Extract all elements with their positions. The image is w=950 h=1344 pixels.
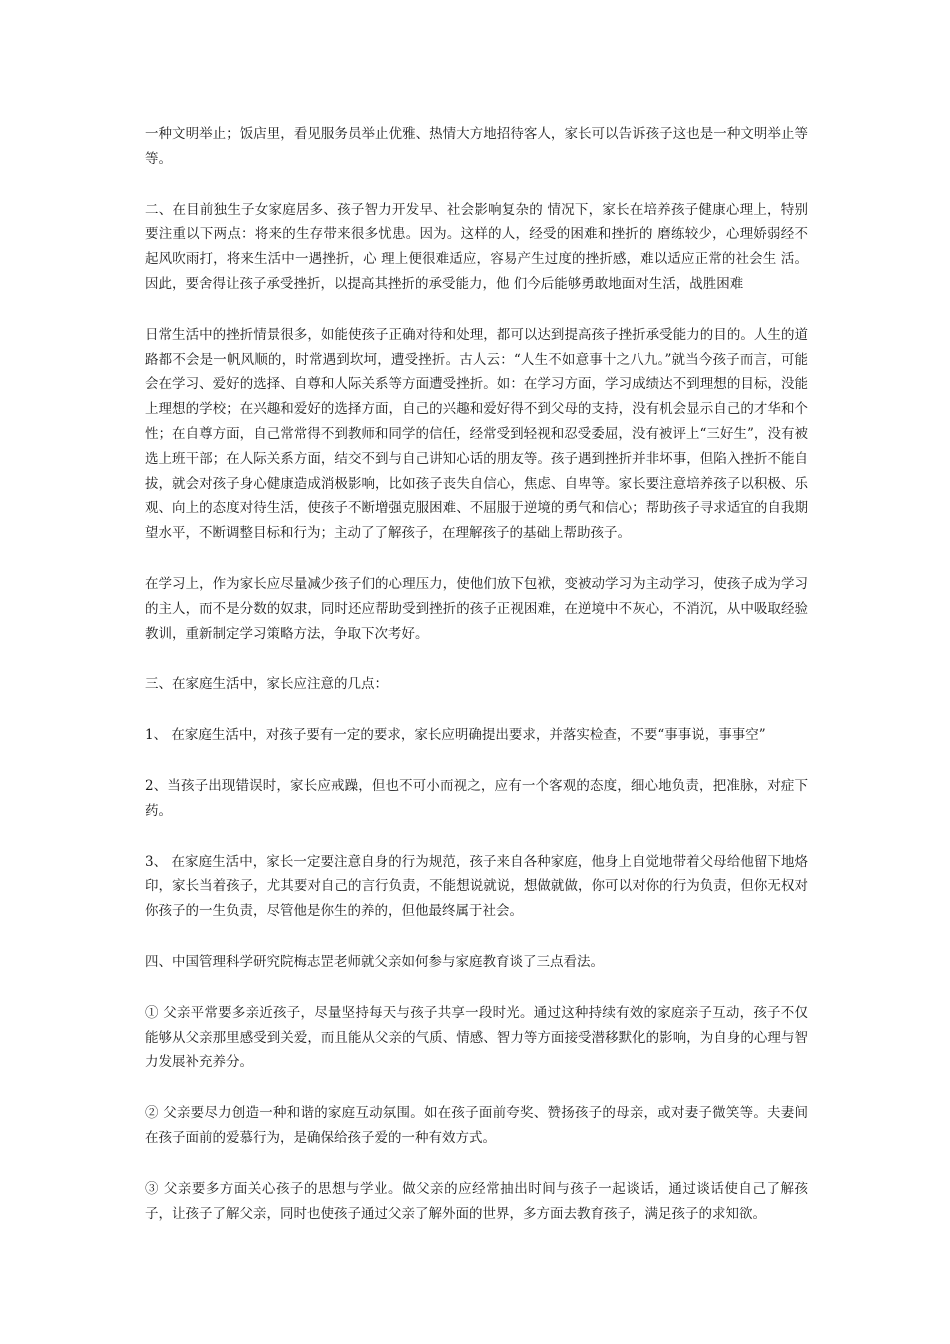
paragraph-section-three-heading: 三、在家庭生活中，家长应注意的几点： xyxy=(145,676,388,693)
paragraph-point-3: 3、 在家庭生活中，家长一定要注意自身的行为规范，孩子来自各种家庭，他身上自觉地带着父母给他留下地烙印，家长当着孩子，尤其要对自己的言行负责，不能想说就说，想做就做，你可以对你的行为负责，但你无权对你孩子的一生负责，尽管他是你生的养的，但他最终属于社会。 xyxy=(145,853,808,920)
paragraph-study-pressure: 在学习上，作为家长应尽量减少孩子们的心理压力，使他们放下包袱，变被动学习为主动学习，使孩子成为学习的主人，而不是分数的奴隶，同时还应帮助受到挫折的孩子正视困难，在逆境中不灰心，不消沉，从中吸取经验教训，重新制定学习策略方法，争取下次考好。 xyxy=(145,575,808,642)
paragraph-point-1: 1、 在家庭生活中，对孩子要有一定的要求，家长应明确提出要求，并落实检查，不要“事事说，事事空” xyxy=(145,727,766,744)
paragraph-father-point-1: ① 父亲平常要多亲近孩子，尽量坚持每天与孩子共享一段时光。通过这种持续有效的家庭亲子互动，孩子不仅能够从父亲那里感受到关爱，而且能从父亲的气质、情感、智力等方面接受潜移默化的影响，为自身的心理与智力发展补充养分。 xyxy=(145,1004,808,1071)
paragraph-section-four-heading: 四、中国管理科学研究院梅志罡老师就父亲如何参与家庭教育谈了三点看法。 xyxy=(145,953,604,970)
document-body xyxy=(145,122,808,1246)
paragraph-point-2: 2、当孩子出现错误时，家长应戒躁，但也不可小而视之，应有一个客观的态度，细心地负责，把准脉，对症下药。 xyxy=(145,777,808,819)
paragraph-father-point-2: ② 父亲要尽力创造一种和谐的家庭互动氛围。如在孩子面前夸奖、赞扬孩子的母亲，或对妻子微笑等。夫妻间在孩子面前的爱慕行为，是确保给孩子爱的一种有效方式。 xyxy=(145,1105,808,1146)
paragraph-section-two: 二、在目前独生子女家庭居多、孩子智力开发早、社会影响复杂的 情况下，家长在培养孩子健康心理上，特别要注重以下两点：将来的生存带来很多忧患。因为。这样的人，经受的困难和挫折的 磨练较少，心理娇弱经不起风吹雨打，将来生活中一遇挫折，心 理上便很难适应，容易产生过度的挫折感，难以适应正常的社会生 活。因此，要舍得让孩子承受挫折，以提高其挫折的承受能力，他 们今后能够勇敢地面对生活，战胜困难 xyxy=(145,201,808,292)
paragraph-father-point-3: ③ 父亲要多方面关心孩子的思想与学业。做父亲的应经常抽出时间与孩子一起谈话，通过谈话使自己了解孩子，让孩子了解父亲，同时也使孩子通过父亲了解外面的世界，多方面去教育孩子，满足孩子的求知欲。 xyxy=(145,1180,808,1222)
paragraph-manners-continued: 一种文明举止；饭店里，看见服务员举止优雅、热情大方地招待客人，家长可以告诉孩子这也是一种文明举止等等。 xyxy=(145,126,808,167)
paragraph-daily-frustration: 日常生活中的挫折情景很多，如能使孩子正确对待和处理，都可以达到提高孩子挫折承受能力的目的。人生的道路都不会是一帆风顺的，时常遇到坎坷，遭受挫折。古人云：“人生不如意事十之八九。”就当今孩子而言，可能会在学习、爱好的选择、自尊和人际关系等方面遭受挫折。如：在学习方面，学习成绩达不到理想的目标，没能上理想的学校；在兴趣和爱好的选择方面，自己的兴趣和爱好得不到父母的支持，没有机会显示自己的才华和个性；在自尊方面，自己常常得不到教师和同学的信任，经常受到轻视和忍受委屈，没有被评上“三好生”，没有被选上班干部；在人际关系方面，结交不到与自己讲知心话的朋友等。孩子遇到挫折并非坏事，但陷入挫折不能自拔，就会对孩子身心健康造成消极影响，比如孩子丧失自信心，焦虑、自卑等。家长要注意培养孩子以积极、乐观、向上的态度对待生活，使孩子不断增强克服困难、不屈服于逆境的勇气和信心；帮助孩子寻求适宜的自我期望水平，不断调整目标和行为；主动了了解孩子，在理解孩子的基础上帮助孩子。 xyxy=(145,326,808,542)
